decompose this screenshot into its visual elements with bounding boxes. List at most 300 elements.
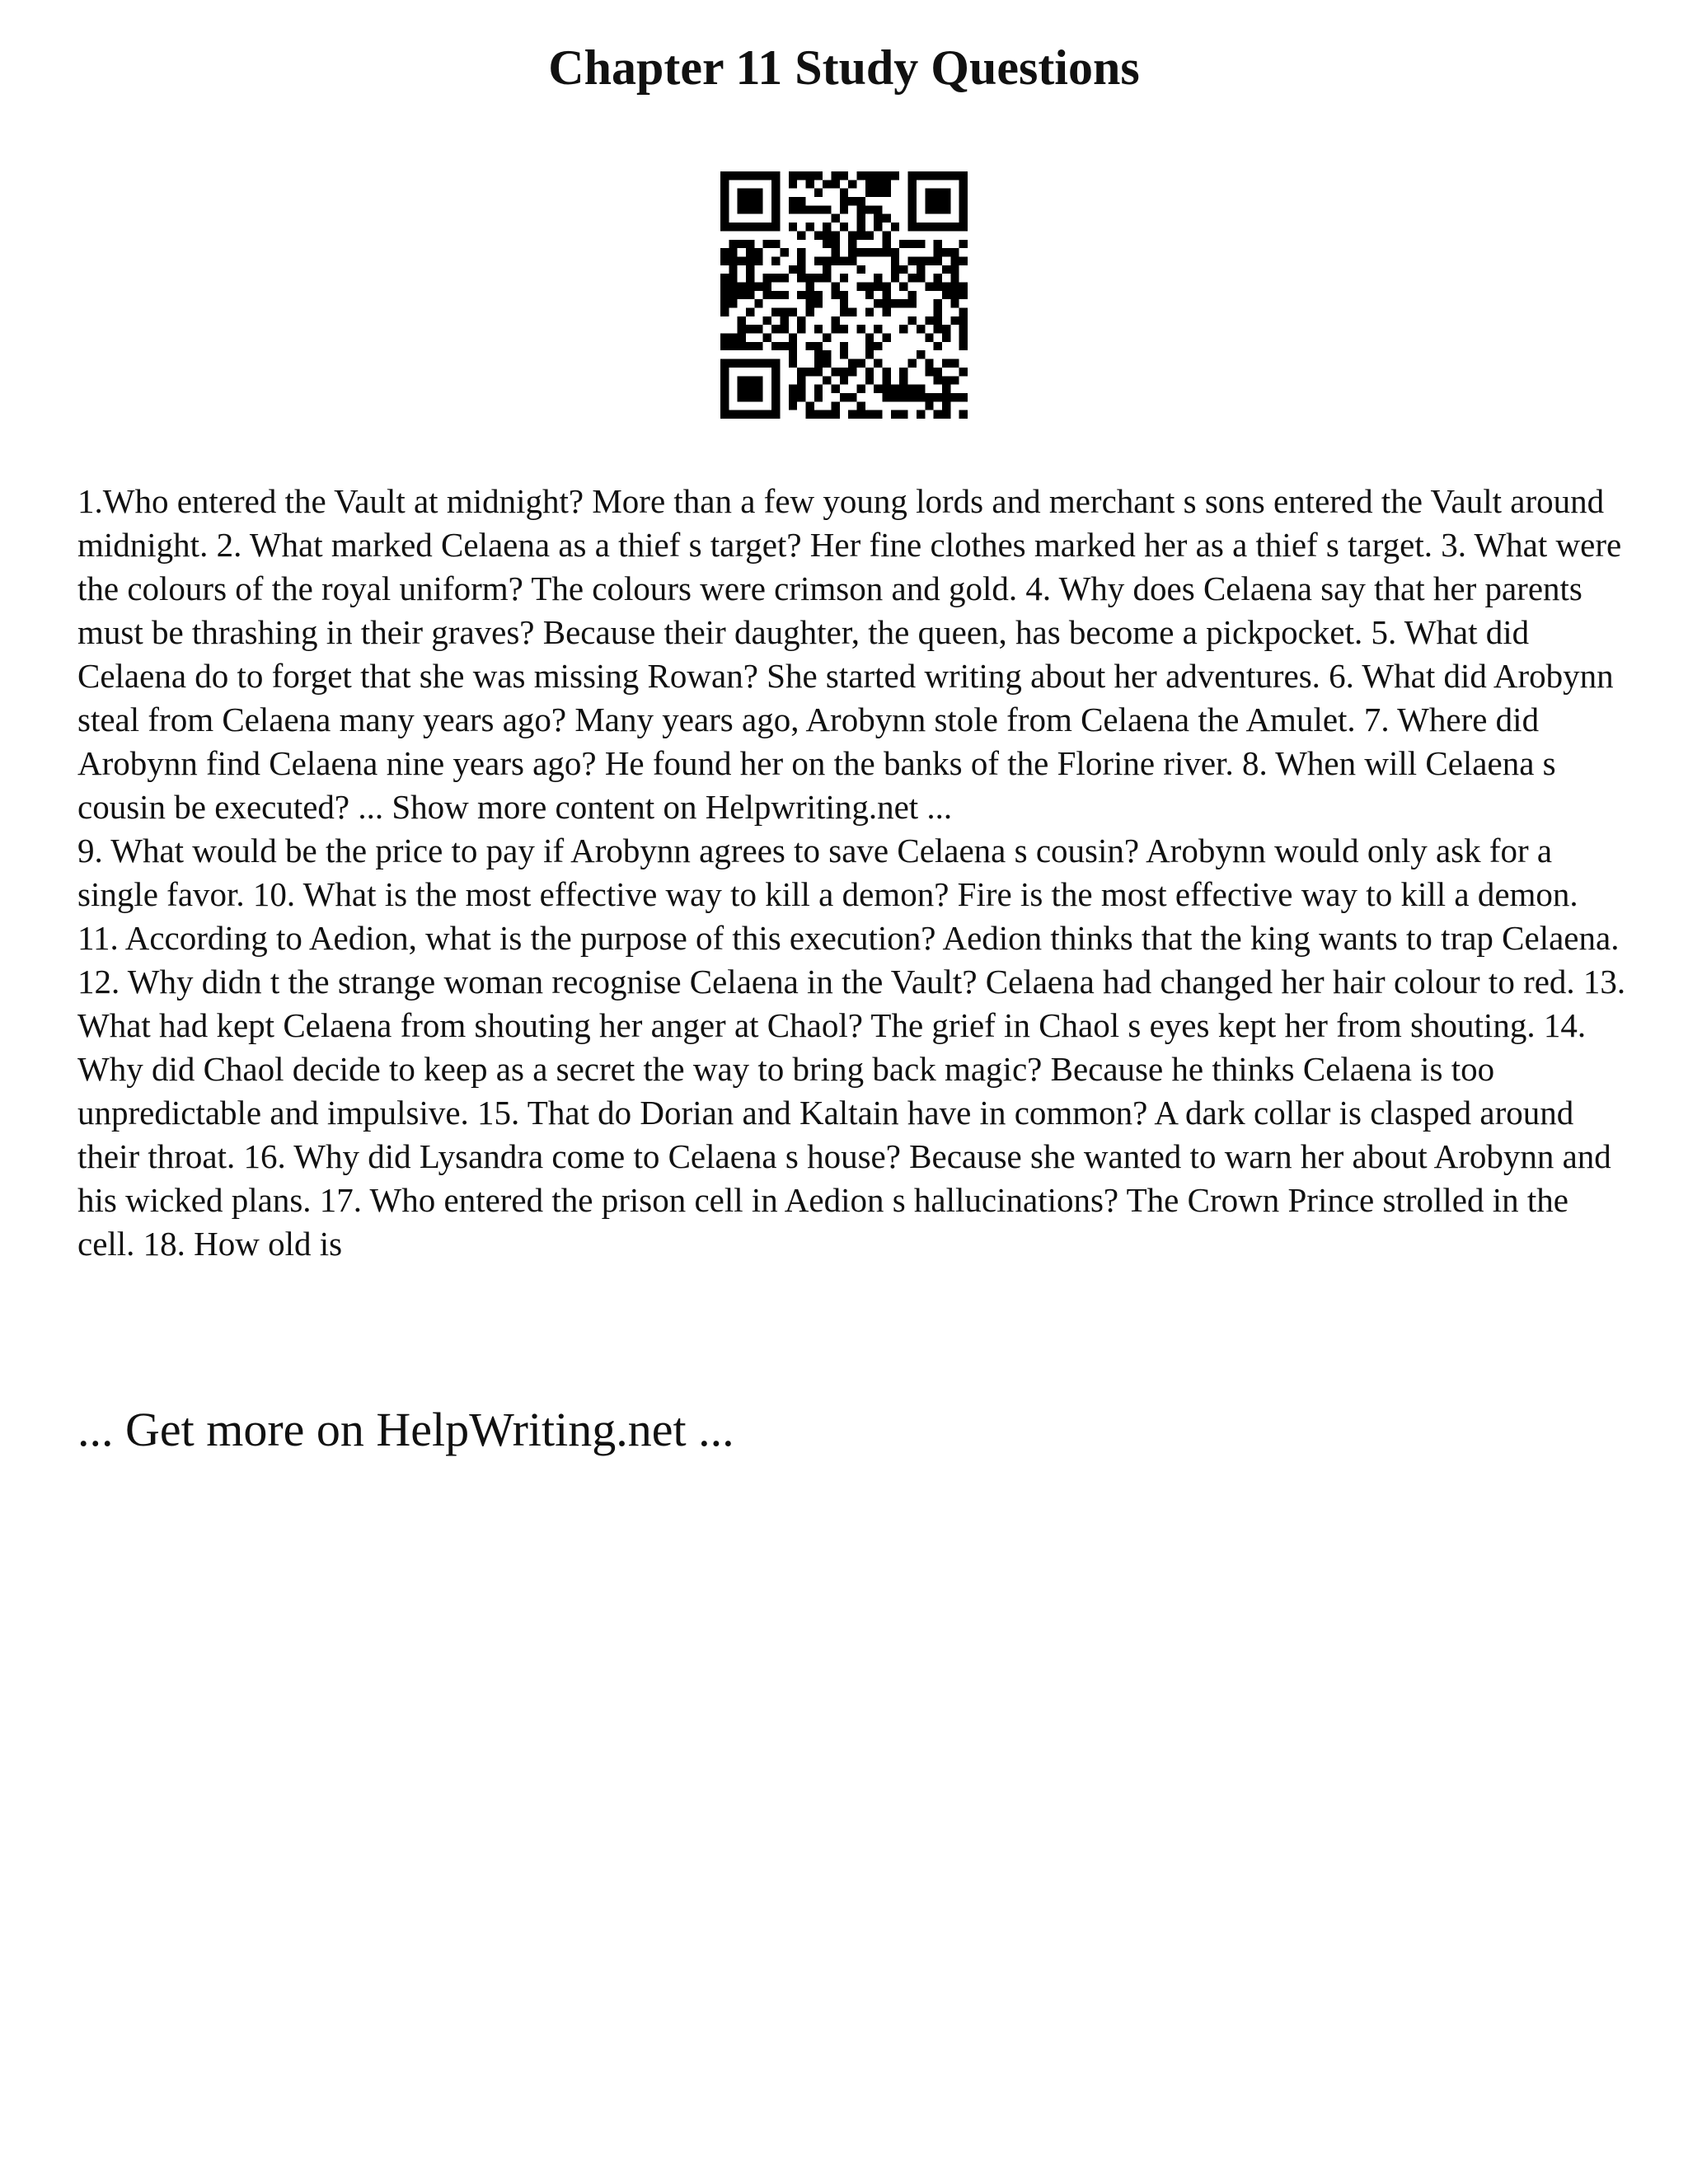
qr-module	[865, 410, 874, 419]
qr-module	[729, 410, 737, 419]
qr-module	[959, 256, 968, 265]
qr-module	[942, 282, 950, 290]
qr-module	[754, 410, 762, 419]
qr-module	[831, 385, 839, 393]
qr-module	[959, 316, 968, 325]
qr-module	[883, 299, 891, 307]
qr-module	[738, 342, 746, 350]
qr-module	[746, 171, 754, 180]
qr-module	[746, 325, 754, 333]
qr-module	[814, 342, 823, 350]
qr-module	[848, 368, 856, 376]
qr-module	[865, 189, 874, 197]
qr-module	[934, 223, 942, 231]
qr-module	[950, 393, 959, 401]
qr-module	[908, 189, 917, 197]
qr-module	[738, 334, 746, 342]
qr-module	[729, 291, 737, 299]
qr-module	[942, 171, 950, 180]
qr-module	[891, 274, 899, 282]
qr-module	[857, 248, 865, 256]
qr-module	[950, 299, 959, 307]
qr-module	[865, 291, 874, 299]
qr-module	[720, 410, 729, 419]
qr-module	[925, 282, 933, 290]
qr-module	[883, 240, 891, 248]
qr-module	[840, 342, 848, 350]
qr-module	[908, 274, 917, 282]
qr-module	[917, 256, 925, 265]
qr-module	[789, 359, 797, 368]
qr-module	[805, 205, 814, 213]
qr-module	[917, 393, 925, 401]
qr-module	[805, 223, 814, 231]
qr-module	[805, 282, 814, 290]
qr-module	[805, 410, 814, 419]
qr-module	[857, 325, 865, 333]
qr-module	[840, 223, 848, 231]
qr-module	[840, 308, 848, 316]
qr-module	[720, 180, 729, 188]
qr-module	[891, 223, 899, 231]
qr-module	[950, 248, 959, 256]
qr-module	[729, 171, 737, 180]
qr-module	[925, 197, 933, 205]
qr-module	[746, 376, 754, 384]
qr-module	[942, 197, 950, 205]
qr-module	[848, 248, 856, 256]
qr-module	[805, 342, 814, 350]
qr-module	[891, 248, 899, 256]
qr-module	[771, 256, 780, 265]
qr-module	[823, 256, 831, 265]
qr-module	[771, 308, 780, 316]
qr-module	[720, 359, 729, 368]
qr-module	[814, 368, 823, 376]
qr-module	[874, 299, 882, 307]
qr-module	[942, 334, 950, 342]
qr-module	[746, 274, 754, 282]
qr-module	[899, 265, 907, 274]
qr-module	[865, 334, 874, 342]
qr-module	[899, 385, 907, 393]
qr-module	[814, 205, 823, 213]
qr-module	[746, 248, 754, 256]
qr-module	[874, 180, 882, 188]
qr-module	[720, 308, 729, 316]
qr-module	[848, 308, 856, 316]
qr-module	[908, 316, 917, 325]
qr-module	[831, 256, 839, 265]
qr-module	[883, 334, 891, 342]
qr-module	[738, 359, 746, 368]
qr-module	[746, 205, 754, 213]
qr-module	[797, 265, 805, 274]
qr-module	[908, 359, 917, 368]
qr-module	[823, 334, 831, 342]
qr-module	[805, 308, 814, 316]
qr-module	[823, 274, 831, 282]
qr-module	[720, 256, 729, 265]
qr-module	[720, 248, 729, 256]
qr-module	[942, 189, 950, 197]
qr-module	[950, 359, 959, 368]
qr-module	[908, 180, 917, 188]
qr-module	[950, 376, 959, 384]
qr-module	[814, 274, 823, 282]
qr-module	[789, 180, 797, 188]
qr-module	[950, 282, 959, 290]
qr-module	[823, 231, 831, 239]
qr-module	[771, 342, 780, 350]
qr-module	[865, 248, 874, 256]
qr-module	[840, 368, 848, 376]
qr-module	[754, 299, 762, 307]
qr-module	[754, 393, 762, 401]
qr-module	[738, 385, 746, 393]
qr-module	[865, 282, 874, 290]
qr-module	[720, 401, 729, 410]
qr-module	[917, 410, 925, 419]
qr-module	[814, 171, 823, 180]
qr-module	[746, 359, 754, 368]
qr-module	[771, 240, 780, 248]
qr-module	[874, 410, 882, 419]
qr-module	[814, 325, 823, 333]
qr-module	[797, 368, 805, 376]
qr-module	[720, 291, 729, 299]
qr-module	[729, 334, 737, 342]
qr-module	[780, 325, 788, 333]
qr-module	[874, 171, 882, 180]
qr-module	[814, 299, 823, 307]
qr-module	[959, 342, 968, 350]
qr-module	[917, 223, 925, 231]
qr-module	[891, 393, 899, 401]
qr-module	[891, 385, 899, 393]
qr-module	[908, 240, 917, 248]
qr-module	[950, 265, 959, 274]
qr-module	[797, 248, 805, 256]
qr-module	[805, 171, 814, 180]
qr-module	[720, 376, 729, 384]
qr-module	[738, 240, 746, 248]
qr-module	[891, 265, 899, 274]
qr-module	[917, 265, 925, 274]
qr-module	[925, 359, 933, 368]
qr-module	[840, 189, 848, 197]
qr-module	[720, 171, 729, 180]
qr-module	[950, 316, 959, 325]
qr-module	[771, 376, 780, 384]
qr-module	[754, 342, 762, 350]
qr-module	[789, 393, 797, 401]
qr-module	[942, 376, 950, 384]
qr-module	[934, 325, 942, 333]
qr-module	[934, 368, 942, 376]
qr-module	[942, 401, 950, 410]
qr-module	[959, 171, 968, 180]
qr-module	[754, 256, 762, 265]
qr-module	[959, 214, 968, 223]
qr-module	[823, 240, 831, 248]
qr-module	[754, 205, 762, 213]
qr-module	[942, 291, 950, 299]
qr-module	[934, 274, 942, 282]
qr-module	[746, 282, 754, 290]
qr-module	[797, 171, 805, 180]
paragraph-questions-1-8: 1.Who entered the Vault at midnight? More than a few young lords and merchant s sons entered the Vault around midnight. 2. What marked Celaena as a thief s target? Her fine clothes marked her as a thief s target. 3. What were the colours of the royal uniform? The colours were crimson and gold. 4. Why does Celaena say that her parents must be thrashing in their graves? Because their daughter, the queen, has become a pickpocket. 5. What did Celaena do to forget that she was missing Rowan? She started writing about her adventures. 6. What did Arobynn steal from Celaena many years ago? Many years ago, Arobynn stole from Celaena the Amulet. 7. Where did Arobynn find Celaena nine years ago? He found her on the banks of the Florine river. 8. When will Celaena s cousin be executed? ... Show more content on Helpwriting.net ...	[77, 482, 1622, 826]
qr-module	[848, 393, 856, 401]
qr-module	[857, 385, 865, 393]
qr-module	[899, 393, 907, 401]
qr-module	[789, 308, 797, 316]
qr-module	[754, 248, 762, 256]
qr-module	[917, 325, 925, 333]
qr-module	[831, 316, 839, 325]
qr-module	[797, 385, 805, 393]
qr-module	[917, 385, 925, 393]
qr-module	[865, 350, 874, 359]
qr-module	[934, 205, 942, 213]
qr-module	[857, 410, 865, 419]
qr-module	[874, 359, 882, 368]
qr-module	[729, 248, 737, 256]
qr-module	[823, 223, 831, 231]
qr-module	[823, 376, 831, 384]
qr-module	[771, 385, 780, 393]
qr-module	[857, 171, 865, 180]
qr-module	[857, 197, 865, 205]
qr-module	[823, 359, 831, 368]
qr-module	[771, 325, 780, 333]
qr-module	[934, 393, 942, 401]
qr-module	[754, 376, 762, 384]
qr-module	[814, 385, 823, 393]
qr-module	[865, 376, 874, 384]
qr-module	[720, 368, 729, 376]
qr-module	[720, 214, 729, 223]
qr-module	[840, 171, 848, 180]
qr-module	[738, 189, 746, 197]
qr-module	[899, 299, 907, 307]
qr-module	[738, 197, 746, 205]
qr-module	[789, 223, 797, 231]
qr-module	[823, 180, 831, 188]
qr-module	[831, 171, 839, 180]
qr-module	[908, 214, 917, 223]
qr-module	[899, 368, 907, 376]
qr-module	[729, 265, 737, 274]
qr-module	[738, 316, 746, 325]
qr-module	[908, 385, 917, 393]
qr-module	[780, 291, 788, 299]
qr-module	[789, 350, 797, 359]
qr-module	[746, 393, 754, 401]
qr-module	[950, 171, 959, 180]
qr-module	[797, 325, 805, 333]
qr-module	[831, 291, 839, 299]
qr-module	[934, 308, 942, 316]
qr-module	[874, 189, 882, 197]
qr-module	[746, 197, 754, 205]
qr-module	[814, 231, 823, 239]
qr-module	[934, 410, 942, 419]
qr-module	[746, 385, 754, 393]
qr-module	[814, 291, 823, 299]
qr-module	[789, 265, 797, 274]
qr-module	[814, 410, 823, 419]
qr-module	[831, 401, 839, 410]
qr-module	[934, 171, 942, 180]
qr-module	[831, 282, 839, 290]
qr-module	[959, 393, 968, 401]
qr-module	[797, 393, 805, 401]
qr-module	[959, 368, 968, 376]
qr-module	[848, 256, 856, 265]
qr-module	[797, 231, 805, 239]
qr-module	[899, 240, 907, 248]
qr-module	[908, 256, 917, 265]
qr-module	[771, 274, 780, 282]
get-more-link[interactable]: ... Get more on HelpWriting.net ...	[77, 1403, 734, 1456]
qr-module	[883, 291, 891, 299]
qr-module	[934, 342, 942, 350]
qr-module	[883, 214, 891, 223]
page-title: Chapter 11 Study Questions	[548, 40, 1140, 95]
qr-module	[771, 359, 780, 368]
qr-module	[959, 205, 968, 213]
qr-module	[746, 308, 754, 316]
qr-module	[942, 223, 950, 231]
qr-module	[908, 291, 917, 299]
qr-module	[891, 410, 899, 419]
qr-module	[789, 197, 797, 205]
qr-module	[874, 223, 882, 231]
qr-module	[857, 359, 865, 368]
qr-module	[925, 189, 933, 197]
qr-module	[908, 197, 917, 205]
qr-module	[959, 410, 968, 419]
qr-module	[823, 410, 831, 419]
qr-module	[942, 385, 950, 393]
qr-module	[738, 410, 746, 419]
qr-module	[738, 282, 746, 290]
qr-module	[789, 334, 797, 342]
qr-module	[857, 231, 865, 239]
qr-module	[814, 189, 823, 197]
qr-module	[754, 282, 762, 290]
qr-module	[805, 368, 814, 376]
qr-module	[942, 205, 950, 213]
qr-module	[729, 282, 737, 290]
qr-module	[959, 282, 968, 290]
qr-module	[746, 291, 754, 299]
qr-module	[763, 359, 771, 368]
qr-module	[746, 410, 754, 419]
qr-module	[883, 376, 891, 384]
qr-module	[840, 393, 848, 401]
qr-module	[789, 205, 797, 213]
qr-module	[840, 256, 848, 265]
qr-module	[942, 393, 950, 401]
qr-module	[934, 240, 942, 248]
qr-module	[789, 385, 797, 393]
qr-module	[865, 342, 874, 350]
qr-module	[771, 205, 780, 213]
qr-module	[771, 189, 780, 197]
qr-module	[729, 342, 737, 350]
qr-module	[814, 359, 823, 368]
qr-module	[883, 308, 891, 316]
qr-module	[950, 291, 959, 299]
qr-module	[720, 282, 729, 290]
qr-module	[857, 214, 865, 223]
qr-module	[771, 393, 780, 401]
qr-module	[780, 274, 788, 282]
qr-module	[805, 299, 814, 307]
qr-module	[925, 205, 933, 213]
qr-module	[840, 274, 848, 282]
qr-module	[883, 180, 891, 188]
qr-module	[840, 291, 848, 299]
qr-module	[917, 240, 925, 248]
qr-module	[771, 214, 780, 223]
qr-module	[917, 171, 925, 180]
qr-module	[865, 171, 874, 180]
qr-module	[805, 291, 814, 299]
qr-module	[797, 256, 805, 265]
qr-module	[763, 223, 771, 231]
qr-module	[908, 205, 917, 213]
qr-module	[763, 171, 771, 180]
qr-module	[771, 291, 780, 299]
qr-module	[746, 223, 754, 231]
qr-module	[934, 299, 942, 307]
qr-module	[789, 171, 797, 180]
qr-module	[738, 291, 746, 299]
qr-module	[720, 197, 729, 205]
qr-module	[865, 308, 874, 316]
qr-module	[934, 189, 942, 197]
qr-module	[959, 240, 968, 248]
qr-module	[823, 265, 831, 274]
qr-module	[738, 325, 746, 333]
qr-module	[720, 385, 729, 393]
study-questions-text	[77, 480, 1627, 1266]
qr-module	[754, 197, 762, 205]
qr-module	[771, 180, 780, 188]
qr-module	[865, 368, 874, 376]
qr-module	[840, 350, 848, 359]
qr-module	[959, 308, 968, 316]
qr-module	[925, 256, 933, 265]
qr-module	[738, 256, 746, 265]
qr-module	[840, 376, 848, 384]
qr-module	[831, 410, 839, 419]
qr-module	[831, 240, 839, 248]
qr-module	[789, 342, 797, 350]
qr-module	[771, 197, 780, 205]
qr-module	[729, 299, 737, 307]
qr-module	[934, 256, 942, 265]
qr-module	[959, 197, 968, 205]
qr-module	[959, 223, 968, 231]
qr-module	[789, 401, 797, 410]
qr-module	[840, 299, 848, 307]
qr-module	[763, 282, 771, 290]
qr-module	[934, 197, 942, 205]
